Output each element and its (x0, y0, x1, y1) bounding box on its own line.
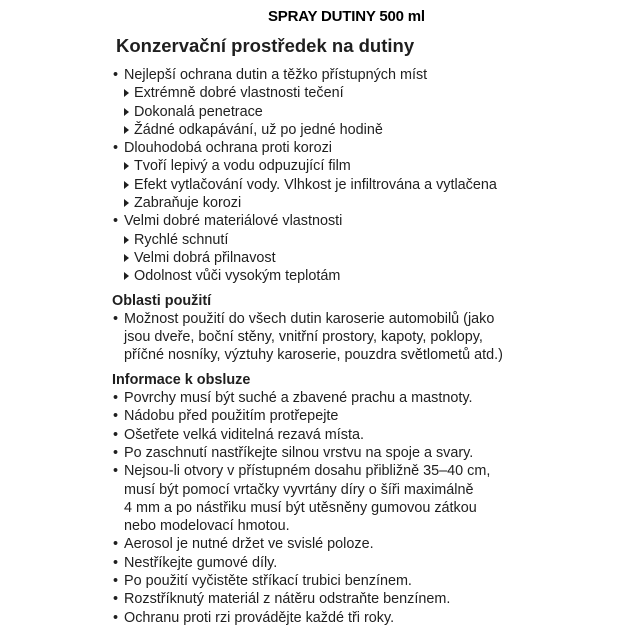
usage-item-line: jsou dveře, boční stěny, vnitřní prostory, kapoty, poklopy, (124, 329, 483, 346)
feature-item: • Dlouhodobá ochrana proti korozi (112, 139, 632, 157)
instruction-item-continuation: nebo modelovací hmotou. (124, 518, 290, 535)
instruction-item: • Ochranu proti rzi provádějte každé tři roky. (112, 609, 632, 627)
instruction-item: • Po použití vyčistěte stříkací trubici benzínem. (112, 572, 632, 590)
instruction-item-continuation: musí být pomocí vrtačky vyvrtány díry o šíři maximálně (124, 481, 474, 498)
instructions-heading: Informace k obsluze (112, 371, 251, 388)
instruction-item: • Ošetřete velká viditelná rezavá místa. (112, 426, 632, 444)
instruction-item: • Rozstříknutý materiál z nátěru odstraňte benzínem. (112, 590, 632, 608)
feature-subitem: Odolnost vůči vysokým teplotám (112, 267, 632, 285)
instruction-item: • Aerosol je nutné držet ve svislé poloze. (112, 535, 632, 553)
feature-subitem: Extrémně dobré vlastnosti tečení (112, 84, 632, 102)
feature-subitem: Rychlé schnutí (112, 231, 632, 249)
feature-item: • Nejlepší ochrana dutin a těžko přístupných míst (112, 66, 632, 84)
feature-item: • Velmi dobré materiálové vlastnosti (112, 212, 632, 230)
feature-subitem: Velmi dobrá přilnavost (112, 249, 632, 267)
instruction-item-continuation: 4 mm a po nástřiku musí být utěsněny gumovou zátkou (124, 499, 477, 516)
content (112, 66, 632, 627)
page-title: Konzervační prostředek na dutiny (116, 35, 415, 56)
usage-list (112, 310, 632, 365)
instructions-list (112, 389, 632, 627)
feature-subitem: Tvoří lepivý a vodu odpuzující film (112, 157, 632, 175)
usage-item-line: příčné nosníky, výztuhy karoserie, pouzdra světlometů atd.) (124, 347, 503, 364)
product-label: SPRAY DUTINY 500 ml (268, 8, 425, 25)
feature-subitem: Dokonalá penetrace (112, 103, 632, 121)
instruction-item: • Nestříkejte gumové díly. (112, 554, 632, 572)
instruction-item: • Po zaschnutí nastříkejte silnou vrstvu na spoje a svary. (112, 444, 632, 462)
usage-heading: Oblasti použití (112, 292, 212, 309)
instruction-item: • Nádobu před použitím protřepejte (112, 407, 632, 425)
instruction-item: • Nejsou-li otvory v přístupném dosahu přibližně 35–40 cm, (112, 462, 632, 480)
usage-item-line: • Možnost použití do všech dutin karoserie automobilů (jako (112, 310, 632, 328)
features-list (112, 66, 632, 286)
feature-subitem: Zabraňuje korozi (112, 194, 632, 212)
feature-subitem: Žádné odkapávání, už po jedné hodině (112, 121, 632, 139)
feature-subitem: Efekt vytlačování vody. Vlhkost je infiltrována a vytlačena (112, 176, 632, 194)
instruction-item: • Povrchy musí být suché a zbavené prachu a mastnoty. (112, 389, 632, 407)
